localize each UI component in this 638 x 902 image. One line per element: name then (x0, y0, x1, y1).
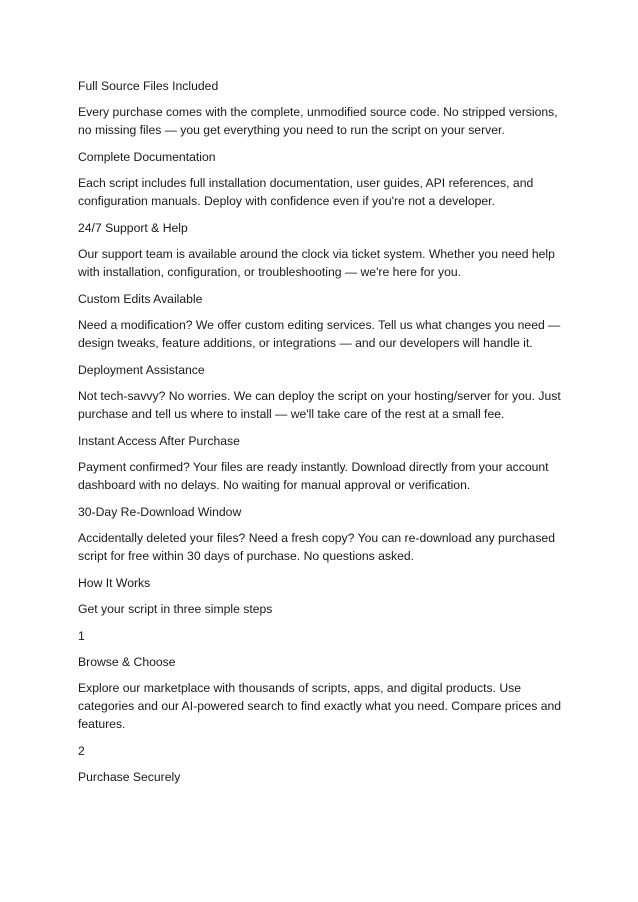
feature-title-source-files: Full Source Files Included (78, 79, 219, 93)
step-title-2: Purchase Securely (78, 770, 181, 784)
feature-text-deployment: Not tech-savvy? No worries. We can deploy the script on your hosting/server for you. Just purchase and tell us where to install — we'll take care of the rest at a small fee. (78, 389, 561, 421)
feature-text-documentation: Each script includes full installation documentation, user guides, API references, and configuration manuals. Deploy with confidence even if you're not a developer. (78, 176, 534, 208)
feature-title-deployment: Deployment Assistance (78, 363, 205, 377)
feature-text-redownload: Accidentally deleted your files? Need a fresh copy? You can re-download any purchased script for free within 30 days of purchase. No questions asked. (78, 531, 555, 563)
step-title-1: Browse & Choose (78, 655, 176, 669)
step-number-1: 1 (78, 629, 85, 643)
feature-title-support: 24/7 Support & Help (78, 221, 188, 235)
feature-text-support: Our support team is available around the clock via ticket system. Whether you need help with installation, configuration, or troubleshooting — we're here for you. (78, 247, 555, 279)
step-text-1: Explore our marketplace with thousands of scripts, apps, and digital products. Use categories and our AI-powered search to find exactly what you need. Compare prices and features. (78, 681, 562, 731)
how-it-works-title: How It Works (78, 576, 151, 590)
feature-text-instant-access: Payment confirmed? Your files are ready instantly. Download directly from your account dashboard with no delays. No waiting for manual approval or verification. (78, 460, 549, 492)
document-page (78, 77, 562, 794)
feature-title-documentation: Complete Documentation (78, 150, 216, 164)
how-it-works-subtitle: Get your script in three simple steps (78, 602, 273, 616)
feature-text-source-files: Every purchase comes with the complete, unmodified source code. No stripped versions, no missing files — you get everything you need to run the script on your server. (78, 105, 558, 137)
step-number-2: 2 (78, 744, 85, 758)
feature-text-custom-edits: Need a modification? We offer custom editing services. Tell us what changes you need — design tweaks, feature additions, or integrations — and our developers will handle it. (78, 318, 561, 350)
feature-title-custom-edits: Custom Edits Available (78, 292, 203, 306)
feature-title-instant-access: Instant Access After Purchase (78, 434, 240, 448)
feature-title-redownload: 30-Day Re-Download Window (78, 505, 242, 519)
